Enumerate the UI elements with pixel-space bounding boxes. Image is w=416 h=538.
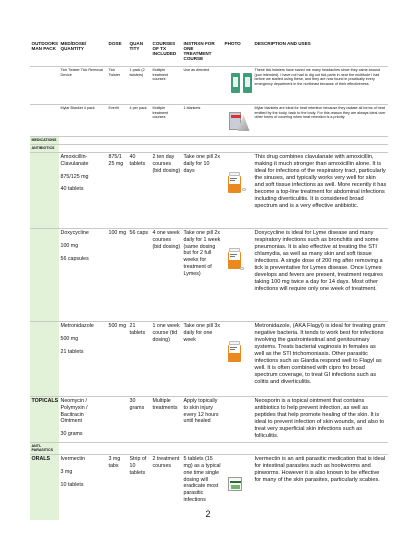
instructions: Use as directed [182, 66, 223, 104]
instructions: 1 blankets [182, 104, 223, 136]
med-name: Metronidazole 500 mg 21 tablets [59, 321, 107, 396]
med-name: Ivermectin 3 mg 10 tablets [59, 454, 107, 520]
med-name: Amoxicillin-Clavulanate 875/125 mg 40 tablets [59, 152, 107, 228]
section-label-antiparasitics: ANTI-PARASITICS [30, 442, 59, 454]
med-name: Doxycycline 100 mg 56 capsules [59, 228, 107, 321]
table-header-row [30, 39, 388, 66]
dose: 100 mg [107, 228, 128, 321]
dose: 500 mg [107, 321, 128, 396]
header-description: DESCRIPTION AND USES [254, 40, 311, 46]
courses: 2 ten day courses (bid dosing) [151, 152, 182, 228]
description: Neosporin is a topical ointment that contains antibiotics to help prevent infection, as well as peptides that help promote healing of the skin. It is ideal to prevent infection of skin wounds, and also to treat very superficial skin infections such as folliculitis. [253, 396, 388, 442]
description: Mylar blankets are ideal for heat retention because they radiate all forms of heat emitted by the body, back to the body. For this reason they are always ideal over other forms of covering when heat retention is a priority. [253, 104, 388, 136]
med-name: Tick Twister Tick Removal Device [59, 66, 107, 104]
header-instructions: INSTRXN FOR ONE TREATMENT COURSE [183, 40, 215, 61]
dose: 875/1 25 mg [107, 152, 128, 228]
description: Doxycycline is ideal for Lyme disease and many respiratory infections such as bronchitis and some pneumonias. It is also effective at treating the STI chlamydia, as well as many skin and soft tissue infections. A single dose of 200 mg after removing a tick is preventative for Lymes disease. Once Lymes develops and fevers are present, treatment requires taking 100 mg twice a day for 14 days. Most other infections will require only one week of treatment. [253, 228, 388, 321]
courses: 4 one week courses (bid dosing) [151, 228, 182, 321]
dose: Everlit [107, 104, 128, 136]
courses: 2 treatment courses [151, 454, 182, 520]
instructions: Take one pill 2x daily for 1 week (same dosing but for 2 full weeks for treatment of Lymes) [182, 228, 223, 321]
table-row [30, 321, 388, 396]
section-label-orals: ORALS [30, 454, 59, 520]
header-quantity: QUAN TITY [129, 40, 144, 51]
section-label-topicals: TOPICALS [30, 396, 59, 442]
section-row-antiparasitics [30, 442, 388, 454]
description: These tick twisters have saved me many headaches since they came around (pun intended). I have not had to dig out tick parts in near the multitude I had before we started using these, and they are now found in practically every emergency department in the northeast because of their effectiveness. [253, 66, 388, 104]
quantity: 1 pack (2 twisters) [128, 66, 151, 104]
section-label-antibiotics: ANTIBIOTICS [30, 144, 59, 152]
table-row [30, 152, 388, 228]
pill-bottle-photo [228, 248, 241, 269]
header-pack: OUTDOORS MAN PACK [31, 40, 59, 51]
pill-bottle-photo [228, 172, 241, 193]
tick-twister-photo [227, 72, 254, 94]
page-number: 2 [205, 509, 211, 519]
mylar-blanket-photo [229, 112, 249, 131]
quantity: Strip of 10 tablets [128, 454, 151, 520]
section-row-antibiotics [30, 144, 388, 152]
dose [107, 396, 128, 442]
table-row [30, 104, 388, 136]
table-row [30, 66, 388, 104]
med-name: Mylar Blanket 4 pack [59, 104, 107, 136]
quantity: 4 per pack [128, 104, 151, 136]
dose: 3 mg tabs [107, 454, 128, 520]
quantity: 56 caps [128, 228, 151, 321]
section-row-medications [30, 136, 388, 144]
table-row [30, 228, 388, 321]
instructions: 5 tablets (15 mg) as a typical one time single dosing will eradicate most parasitic infections [182, 454, 223, 520]
header-courses: COURSES OF TX INCLUDED [152, 40, 177, 56]
instructions: Apply topically to skin injury every 12 hours until healed [182, 396, 223, 442]
table-row [30, 396, 388, 442]
header-dose: DOSE [108, 40, 122, 46]
section-label-medications: MEDICATIONS [30, 136, 59, 144]
inventory-table [30, 39, 388, 520]
courses: Multiple treatment courses [151, 66, 182, 104]
quantity: 40 tablets [128, 152, 151, 228]
quantity: 30 grams [128, 396, 151, 442]
courses: 1 one week course (tid dosing) [151, 321, 182, 396]
header-photo: PHOTO [224, 40, 241, 46]
med-name: Neomycin / Polymyxin / Bacitracin Ointment 30 grams [59, 396, 107, 442]
ivermectin-box-photo [228, 477, 242, 491]
courses: Multiple treatments [151, 396, 182, 442]
description: This drug combines clavulanate with amoxicillin, making it much stronger than amoxicillin alone. It is ideal for infections of the respiratory tract, particularly the sinuses, and typically works very well for skin and soft tissue infections as well. More recently it has become a top-line treatment for abdominal infections including diverticulitis. It is considered broad spectrum and is a very effective antibiotic. [253, 152, 388, 228]
courses: Multiple treatment courses [151, 104, 182, 136]
description: Metronidazole, (AKA Flagyl) is ideal for treating gram negative bacteria. It tends to work best for infections involving the gastrointestinal and genitourinary systems. Treats bacterial vaginosis in females as well as the STI trichomoniasis. Other parasitic infections such as Giardia respond well to Flagyl as well. It is often combined with cipro fro broad spectrum coverage, to treat GI infections such as colitis and diverticulitis. [253, 321, 388, 396]
description: Ivermectin is an anti parasitic medication that is ideal for intestinal parasites such as hookworms and pinworms. However it is also known to be effective for many of the skin parasites, particularly scabies. [253, 454, 388, 520]
instructions: Take one pill 2x daily for 10 days [182, 152, 223, 228]
header-med: MED/DOSE/ QUANTITY [60, 40, 87, 51]
instructions: Take one pill 3x daily for one week [182, 321, 223, 396]
quantity: 21 tablets [128, 321, 151, 396]
pill-bottle-photo [228, 341, 241, 362]
dose: Tick Twister [107, 66, 128, 104]
